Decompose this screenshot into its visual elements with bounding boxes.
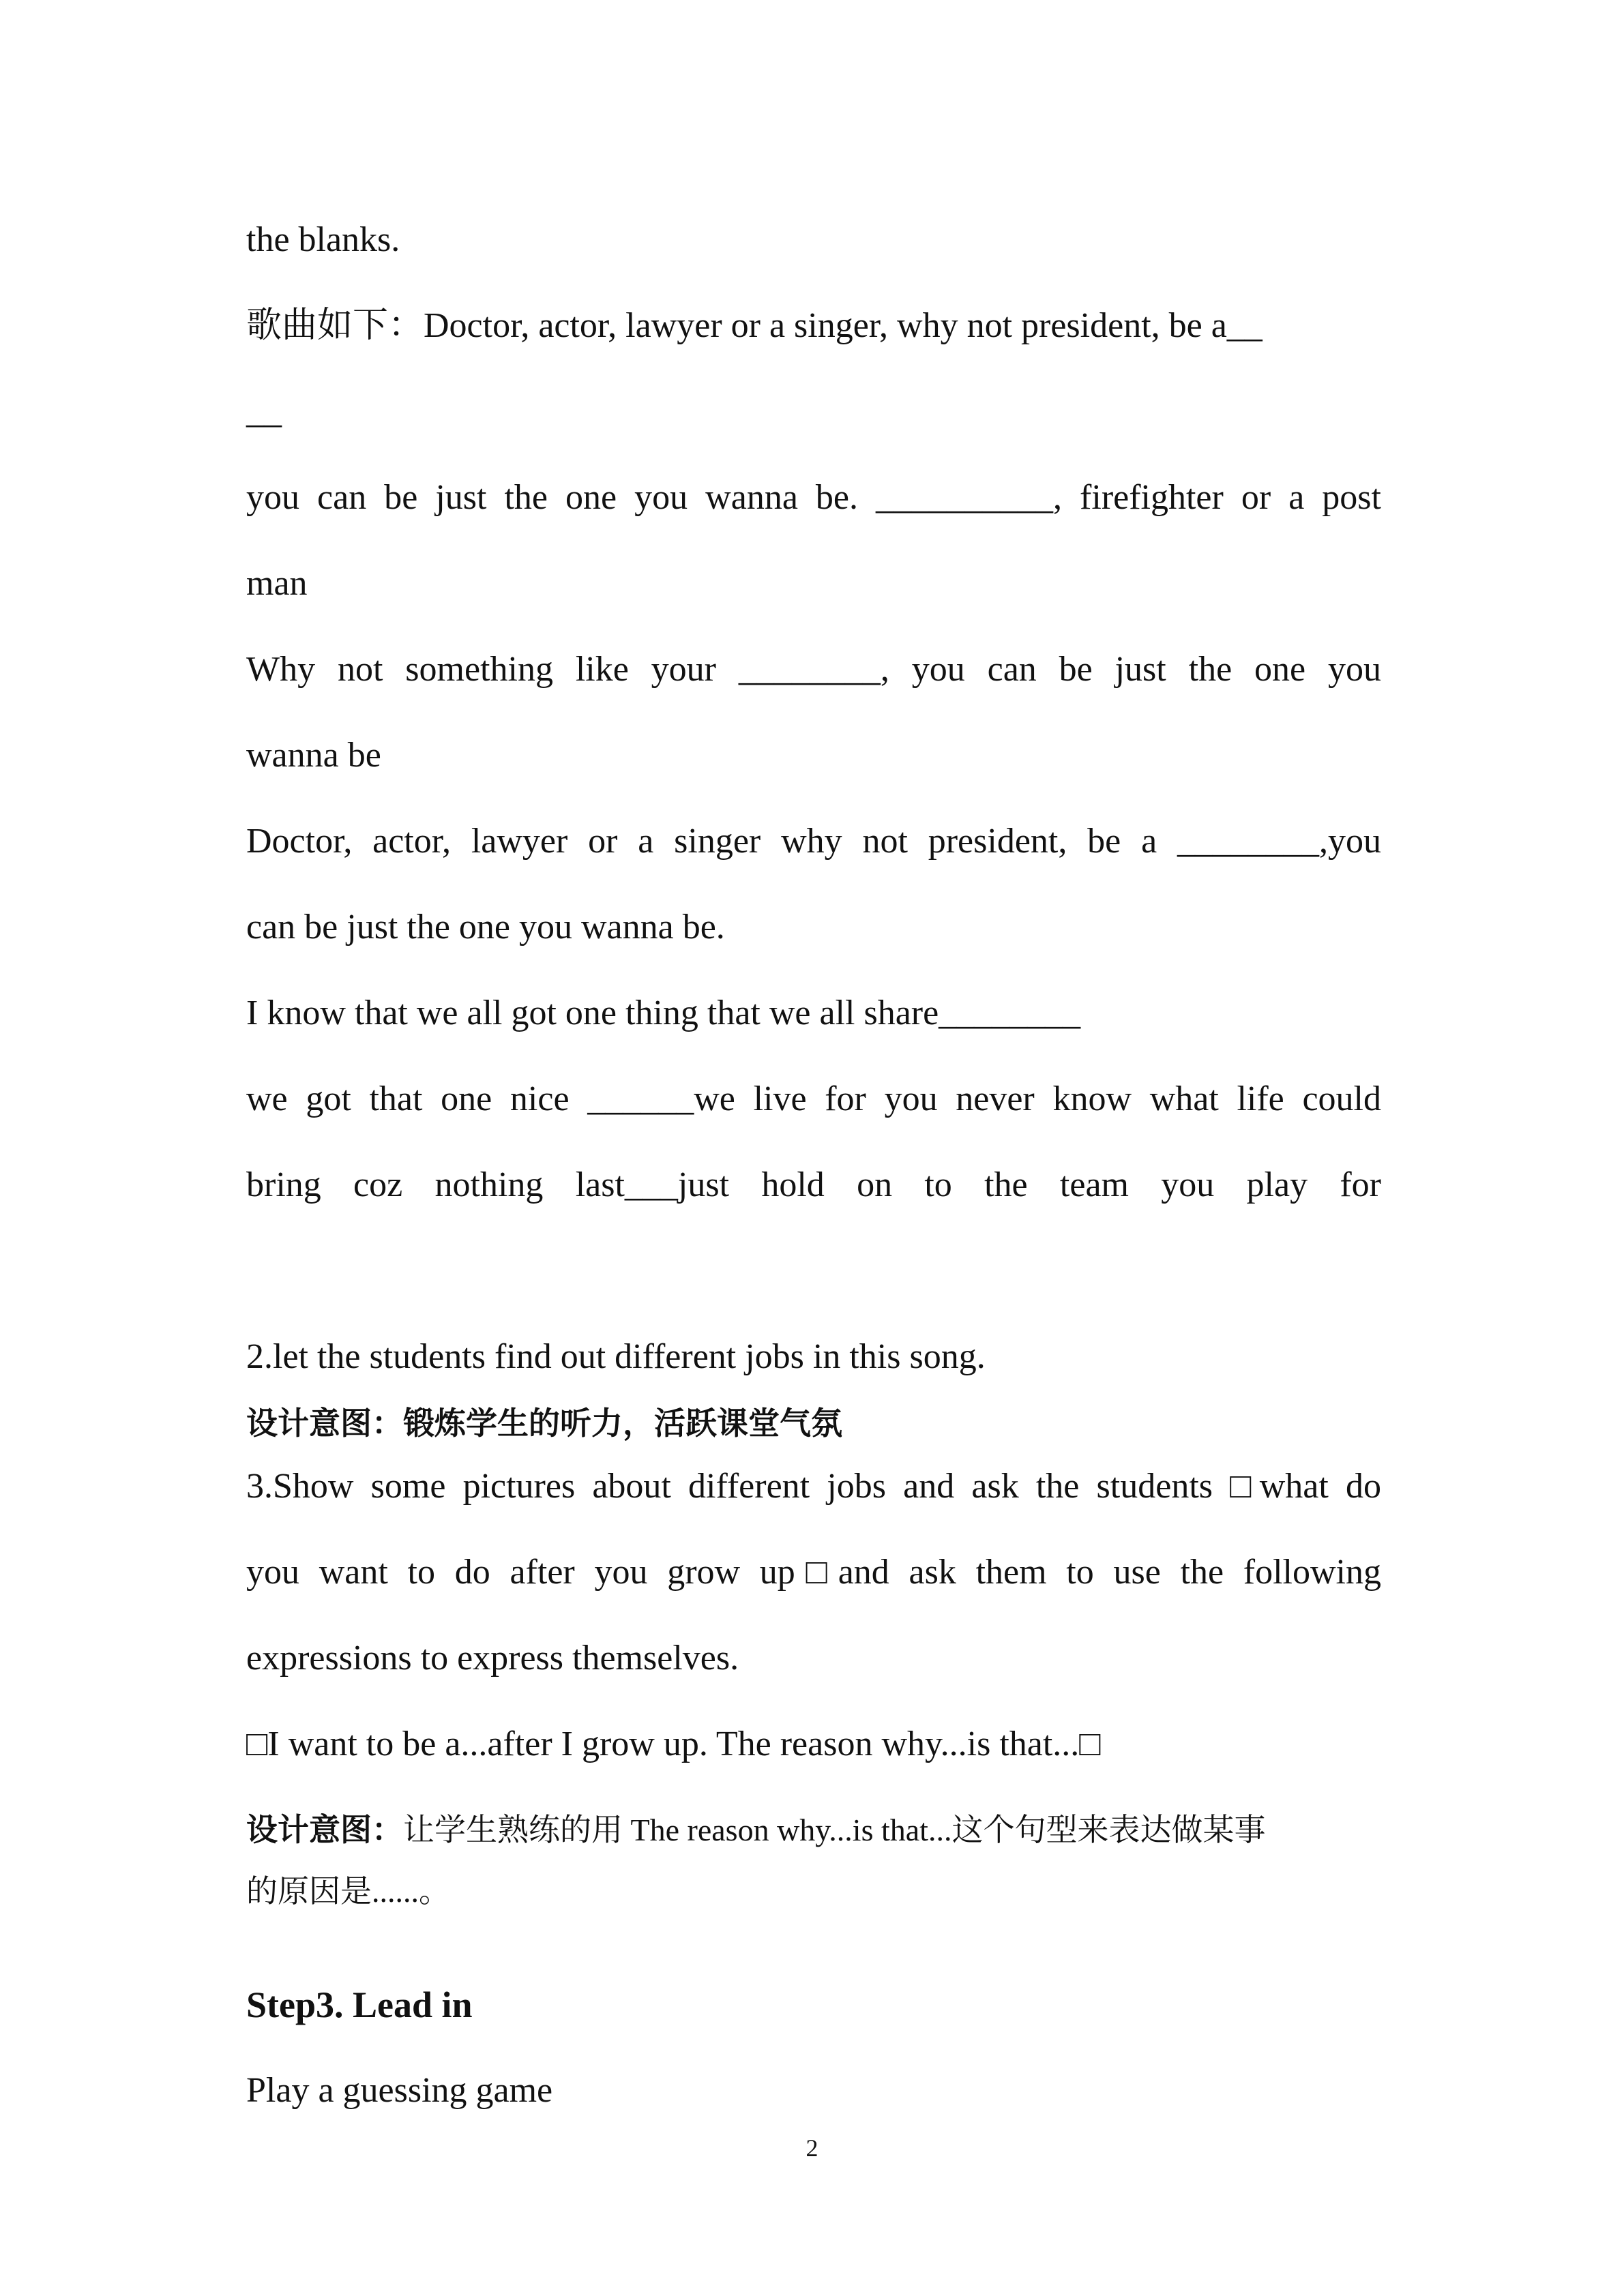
design-intent-2 [246, 1811, 1381, 1849]
lyrics-line-11: we got that one nice ______we live for you never know what life could [246, 1079, 1381, 1118]
lyrics-line-3: __ [246, 392, 282, 431]
design-intent-2-continued: 的原因是......。 [246, 1874, 450, 1909]
step3-text: Play a guessing game [246, 2071, 553, 2110]
expression-pattern: □I want to be a...after I grow up. The reason why...is that...□ [246, 1725, 1101, 1763]
lyrics-line-9: can be just the one you wanna be. [246, 908, 725, 946]
step2-item-3-line-3: expressions to express themselves. [246, 1639, 739, 1678]
design-intent-1-label: 设计意图： [246, 1406, 403, 1441]
design-intent-2-label: 设计意图： [246, 1813, 403, 1847]
lyrics-line-4: you can be just the one you wanna be. __________, firefighter or a post [246, 478, 1381, 517]
step2-item-3-line-2: you want to do after you grow up□and ask them to use the following [246, 1553, 1381, 1592]
lyrics-line-7: wanna be [246, 736, 381, 775]
lyrics-line-8: Doctor, actor, lawyer or a singer why not president, be a ________,you [246, 822, 1381, 861]
lyrics-line-2: 歌曲如下：Doctor, actor, lawyer or a singer, why not president, be a__ [246, 306, 1263, 345]
design-intent-1-text: 锻炼学生的听力，活跃课堂气氛 [403, 1406, 842, 1441]
page-number: 2 [806, 2134, 818, 2162]
design-intent-1 [246, 1405, 1381, 1443]
step3-heading: Step3. Lead in [246, 1984, 473, 2025]
lyrics-line-6: Why not something like your ________, you can be just the one you [246, 650, 1381, 689]
step2-item-2: 2.let the students find out different jobs in this song. [246, 1337, 986, 1376]
lyrics-line-12: bring coz nothing last___just hold on to the team you play for [246, 1165, 1381, 1204]
lyrics-line-5: man [246, 564, 308, 603]
lyrics-line-1: the blanks. [246, 220, 400, 259]
step2-item-3-line-1: 3.Show some pictures about different jobs and ask the students □what do [246, 1467, 1381, 1506]
lyrics-line-10: I know that we all got one thing that we all share________ [246, 994, 1081, 1032]
design-intent-2-text: 让学生熟练的用 The reason why...is that...这个句型来表达做某事 [403, 1813, 1266, 1847]
